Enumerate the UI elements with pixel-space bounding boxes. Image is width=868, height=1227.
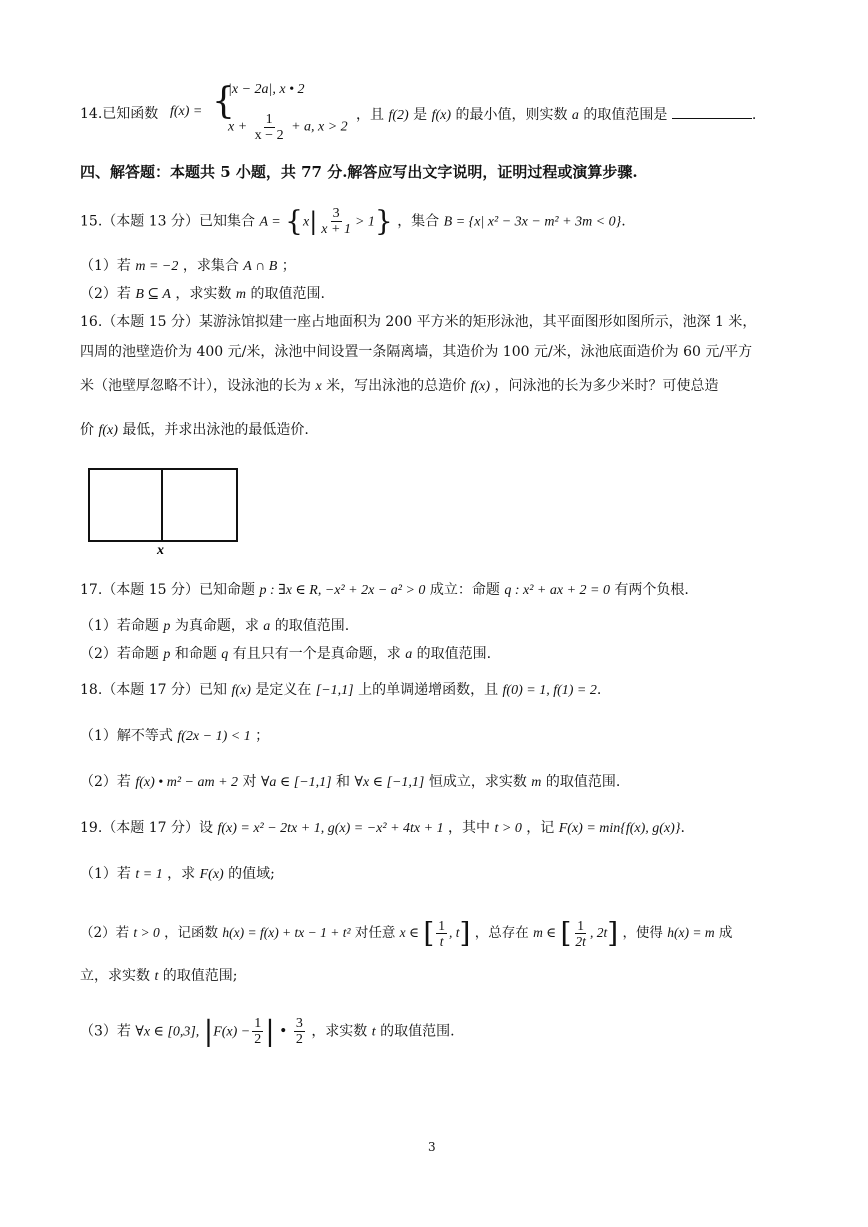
q18-p2-m: m — [531, 775, 542, 790]
q17-p2-p: p — [163, 647, 171, 662]
q14-mid: ，且 — [356, 107, 384, 123]
q19-part2-cont — [80, 966, 238, 987]
q14-tail2: 的取值范围是 — [583, 107, 668, 123]
q14-tail: 的最小值，则实数 — [455, 107, 568, 123]
q19-p2-h: h(x) = f(x) + tx − 1 + t² — [222, 925, 351, 940]
q17-p2-b: 和命题 — [174, 646, 217, 662]
q18-p2-a: （2）若 — [80, 774, 131, 790]
q19-p1-b: ，求 — [167, 866, 196, 882]
section4-title: 四、解答题：本题共 5 小题，共 77 分.解答应写出文字说明，证明过程或演算步骤. — [80, 163, 638, 181]
q18-mid2: 上的单调递增函数，且 — [358, 682, 499, 698]
q16-l3-x: x — [315, 379, 322, 394]
q15-frac-den: x + 1 — [321, 222, 351, 237]
q15-setB: B = {x| x² − 3x − m² + 3m < 0} — [443, 214, 622, 230]
q19-line — [80, 818, 685, 839]
q19-p2-t: t > 0 — [133, 925, 160, 940]
q18-part1 — [80, 726, 269, 747]
q14-piece2 — [228, 112, 348, 143]
q19-end: . — [680, 820, 685, 836]
q19-p2-a: （2）若 — [80, 925, 130, 941]
q16-l3-fx: f(x) — [470, 379, 491, 394]
q15-p1-end: ； — [281, 258, 296, 274]
q14-fx: f(x) — [431, 108, 452, 123]
q18-p2-c: 和 — [336, 774, 351, 790]
pool-length-label: x — [157, 543, 164, 558]
q14-function-def — [170, 76, 370, 146]
q19-p3-c: 的取值范围. — [380, 1023, 455, 1040]
q19-p1-a: （1）若 — [80, 866, 131, 882]
q18-p1-a: （1）解不等式 — [80, 728, 173, 744]
q19-int1-rbracket: ] — [459, 916, 471, 950]
q17-part2 — [80, 644, 491, 665]
q19-p3-b: ，求实数 — [311, 1023, 368, 1040]
q14-piece2-post: + a, x > 2 — [291, 119, 348, 135]
q17-p2-c: 有且只有一个是真命题，求 — [232, 646, 401, 662]
q15-line — [80, 206, 626, 237]
q19-p2-e: ，使得 — [622, 925, 663, 941]
q15-p2-text: ，求实数 — [175, 286, 232, 302]
q15-p2-expr: B ⊆ A — [135, 287, 171, 302]
q19-int1-den: t — [439, 934, 444, 949]
q14-frac-num: 1 — [265, 112, 273, 127]
q15-head: 15.（本题 13 分）已知集合 — [80, 213, 255, 230]
q19-head: 19.（本题 17 分）设 — [80, 820, 213, 836]
q16-line1: 16.（本题 15 分）某游泳馆拟建一座占地面积为 200 平方米的矩形泳池，其平面图形如图所示，池深 1 米， — [80, 314, 757, 330]
q19-p2-l2-b: 的取值范围; — [162, 968, 238, 984]
q19-part3 — [80, 1016, 455, 1047]
q19-p3-half — [252, 1016, 263, 1047]
q19-int1-post: , t — [449, 925, 460, 940]
q19-p3-abs-pre: F(x) − — [213, 1024, 251, 1040]
q14-frac-den: x − 2 — [254, 128, 284, 143]
q17-end: 有两个负根. — [614, 582, 689, 598]
q17-p1-p: p — [163, 619, 171, 634]
q14-line — [80, 104, 158, 124]
q19-int1-frac — [436, 918, 447, 949]
q15-setA-pre: A = — [259, 214, 281, 230]
q18-interval: [−1,1] — [315, 683, 354, 698]
q14-rest — [356, 104, 756, 126]
q18-cond: f(0) = 1, f(1) = 2 — [502, 683, 597, 698]
q17-p2-v: a — [405, 647, 413, 662]
q14-piece2-pre: x + — [228, 119, 248, 135]
q18-p2-e: 的取值范围. — [545, 774, 621, 790]
q19-int1-lbracket: [ — [423, 916, 435, 950]
q17-p1-c: 的取值范围. — [274, 618, 350, 634]
q15-rbrace: } — [374, 204, 393, 238]
q19-p3-t: t — [371, 1024, 376, 1040]
q17-line — [80, 580, 689, 601]
q14-a: a — [571, 108, 579, 123]
q18-part2 — [80, 772, 620, 793]
q16-l4-fx: f(x) — [98, 423, 118, 438]
q18-p1-expr: f(2x − 1) < 1 — [177, 729, 251, 744]
q19-int2-frac — [573, 918, 588, 949]
q19-p1-t: t = 1 — [135, 867, 163, 882]
q15-p1-text: ，求集合 — [182, 258, 239, 274]
q19-p3-frac-num: 3 — [295, 1016, 303, 1031]
q18-p2-expr: f(x) • m² − am + 2 — [135, 775, 239, 790]
q15-frac-num: 3 — [332, 206, 340, 221]
q17-p1-v: a — [263, 619, 271, 634]
q19-p3-bullet: • — [279, 1023, 288, 1040]
q15-part2 — [80, 284, 325, 305]
q19-part1 — [80, 864, 275, 885]
q19-p3-forall: ∀x ∈ [0,3], — [135, 1024, 200, 1040]
q19-p3-abs-left: | — [203, 1014, 214, 1048]
q15-bar: | — [309, 207, 318, 236]
q14-piece1: |x − 2a|, x • 2 — [228, 82, 305, 97]
page-number: 3 — [428, 1140, 436, 1154]
q19-int2-post: , 2t — [589, 925, 608, 940]
q19-F: F(x) = min{f(x), g(x)} — [558, 821, 681, 836]
q19-p1-c: 的值域; — [228, 866, 275, 882]
q17-mid: 成立：命题 — [429, 582, 500, 598]
q14-answer-blank — [672, 104, 752, 119]
q19-p3-frac — [294, 1016, 305, 1047]
q19-p2-m: m ∈ — [533, 925, 557, 940]
q14-mid2: 是 — [413, 107, 428, 123]
q15-p2-m: m — [235, 287, 246, 302]
q16-line4 — [80, 420, 309, 441]
q15-end: . — [621, 213, 626, 230]
q19-int2-rbracket: ] — [607, 916, 619, 950]
q19-p3-abs-right: | — [265, 1014, 275, 1048]
q18-p2-forall-a: ∀a ∈ [−1,1] — [260, 775, 332, 790]
q15-p1-expr: A ∩ B — [243, 259, 278, 274]
q19-p2-eq: h(x) = m — [667, 925, 715, 940]
q19-mid: ，其中 — [448, 820, 491, 836]
q15-frac — [319, 206, 353, 237]
q17-p2-d: 的取值范围. — [416, 646, 492, 662]
q18-p2-b: 对 — [242, 774, 257, 790]
q17-p-expr: p : ∃x ∈ R, −x² + 2x − a² > 0 — [259, 583, 426, 598]
q14-fx-label: f(x) = — [170, 104, 203, 119]
q17-part1 — [80, 616, 349, 637]
q15-mid: ，集合 — [397, 213, 440, 230]
q19-p2-f: 成 — [718, 925, 733, 941]
q19-p1-F: F(x) — [199, 867, 224, 882]
q16-line3 — [80, 376, 718, 397]
q19-p2-b: ，记函数 — [164, 925, 219, 941]
q19-p3-frac-den: 2 — [295, 1032, 303, 1047]
q14-piece2-frac — [253, 112, 286, 143]
q18-mid: 是定义在 — [255, 682, 312, 698]
q19-p2-c: 对任意 — [354, 925, 396, 941]
q15-p1-m: m = −2 — [135, 259, 179, 274]
q19-part2 — [80, 918, 732, 949]
q15-setA-x: x — [302, 214, 310, 230]
q17-p1-b: 为真命题，求 — [174, 618, 259, 634]
q19-p2-d: ，总存在 — [474, 925, 529, 941]
q19-p3-a: （3）若 — [80, 1023, 131, 1040]
q16-l4-b: 最低，并求出泳池的最低造价. — [122, 422, 309, 438]
q18-p2-forall-x: ∀x ∈ [−1,1] — [354, 775, 425, 790]
q19-int2-lbracket: [ — [560, 916, 572, 950]
q15-p1-label: （1）若 — [80, 258, 131, 274]
q16-l3-a: 米（池壁厚忽略不计），设泳池的长为 — [80, 378, 311, 394]
q17-p2-q: q — [221, 647, 229, 662]
q14-f2: f(2) — [388, 108, 409, 123]
q19-p2-l2-a: 立，求实数 — [80, 968, 150, 984]
q19-p2-l2-t: t — [154, 969, 159, 984]
q15-part1 — [80, 256, 296, 277]
q18-end: . — [596, 682, 602, 698]
q19-p2-x: x ∈ — [399, 925, 420, 940]
q16-l3-b: 米，写出泳池的总造价 — [326, 378, 467, 394]
q19-int2-num: 1 — [577, 918, 585, 933]
q17-q-expr: q : x² + ax + 2 = 0 — [504, 583, 610, 598]
q16-line2: 四周的池壁造价为 400 元/米，泳池中间设置一条隔离墙，其造价为 100 元/米，泳池底面造价为 60 元/平方 — [80, 344, 753, 360]
q19-defs: f(x) = x² − 2tx + 1, g(x) = −x² + 4tx + 1 — [217, 821, 444, 836]
q19-int2-den: 2t — [575, 934, 586, 949]
q19-int1-num: 1 — [438, 918, 446, 933]
pool-diagram — [86, 466, 246, 558]
q16-l3-c: ，问泳池的长为多少米时？可使总造 — [494, 378, 719, 394]
q19-cond: t > 0 — [494, 821, 522, 836]
q18-p2-d: 恒成立，求实数 — [428, 774, 527, 790]
q15-setA-post: > 1 — [354, 214, 375, 230]
q15-p2-label: （2）若 — [80, 286, 131, 302]
q14-brace: { — [212, 81, 235, 122]
q17-head: 17.（本题 15 分）已知命题 — [80, 582, 255, 598]
q19-p3-half-den: 2 — [254, 1032, 262, 1047]
q15-p2-end: 的取值范围. — [250, 286, 325, 302]
q18-p1-end: ； — [255, 728, 270, 744]
q15-lbrace: { — [285, 204, 303, 238]
q18-fx: f(x) — [231, 683, 251, 698]
q19-p3-half-num: 1 — [254, 1016, 262, 1031]
q17-p2-a: （2）若命题 — [80, 646, 159, 662]
q14-end: . — [751, 107, 757, 123]
q14-prefix: 14.已知函数 — [80, 106, 159, 122]
q17-p1-a: （1）若命题 — [80, 618, 159, 634]
q18-line — [80, 680, 601, 701]
q18-head: 18.（本题 17 分）已知 — [80, 682, 227, 698]
q16-l4-a: 价 — [80, 422, 94, 438]
q19-mid2: ，记 — [526, 820, 555, 836]
